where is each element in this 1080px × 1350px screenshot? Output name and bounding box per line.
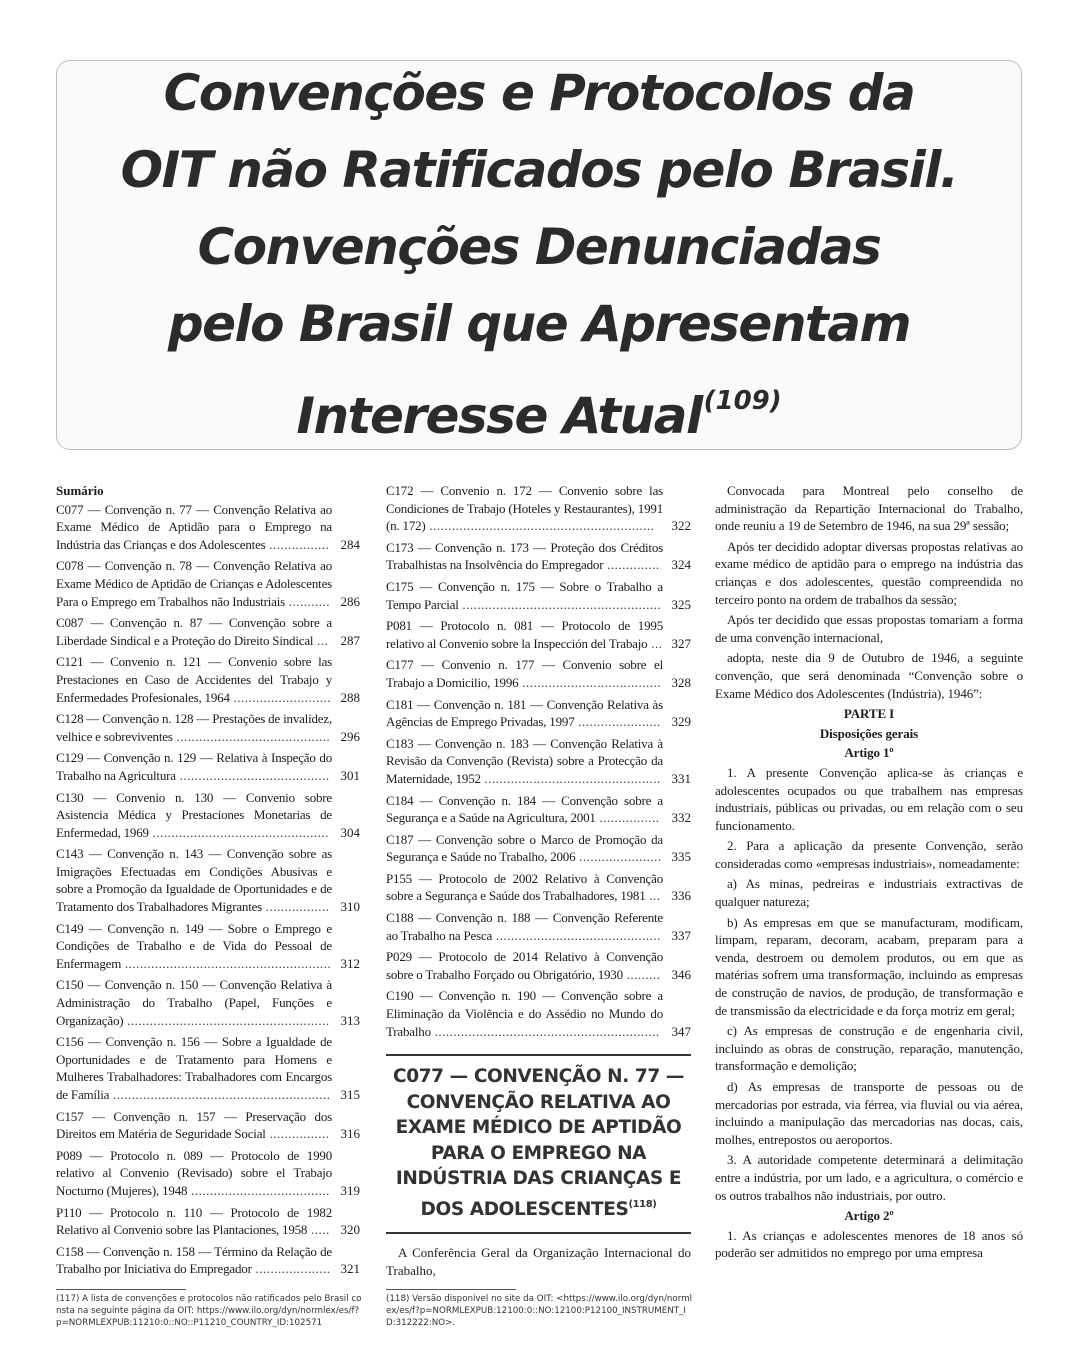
summary-entry-title: C183 — Convenção n. 183 — Convenção Relativa à Revisão da Convenção (Revista) sobre a Protecção da Maternidade, 1952 [386, 735, 663, 786]
summary-entry-title: C078 — Convenção n. 78 — Convenção Relativa ao Exame Médico de Aptidão de Crianças e Adolescentes Para o Emprego em Trabalhos não Industriais [56, 558, 332, 609]
article-heading: Artigo 2º [844, 1208, 894, 1224]
leader-dots: ..... [307, 1222, 330, 1238]
summary-entry-page: 329 [665, 713, 691, 731]
title-footnote-ref[interactable]: (109) [703, 386, 782, 416]
summary-entry-title: C157 — Convenção n. 157 — Preservação dos Direitos em Matéria de Seguridade Social [56, 1108, 332, 1142]
summary-entry-page: 313 [334, 1012, 360, 1030]
leader-dots: ..................................... [187, 1182, 330, 1198]
leader-dots: ..................................... [518, 674, 661, 690]
summary-entry-page: 321 [334, 1260, 360, 1278]
paragraph: b) As empresas em que se manufacturam, modificam, limpam, reparam, decoram, acabam, preparam para a venda, destroem ou demolem produtos, ou em que as matérias sofrem uma transformação, incluindo as empresas de construção de navios, de produção, de transformação e de transmissão da electricidade e da força motriz em geral; [715, 914, 1023, 1018]
convention-heading-line: CONVENÇÃO RELATIVA AO [406, 1091, 671, 1113]
summary-list-1 [56, 501, 360, 1278]
summary-entry-title: C190 — Convenção n. 190 — Convenção sobre a Eliminação da Violência e do Assédio no Mundo do Trabalho [386, 988, 663, 1039]
summary-entry[interactable] [56, 557, 360, 610]
paragraph: Após ter decidido adoptar diversas propostas relativas ao exame médico de aptidão para o emprego na indústria das crianças e dos adolescentes, questão compreendida no terceiro ponto na ordem de trabalhos da sessão; [715, 538, 1023, 607]
convention-heading-line: PARA O EMPREGO NA [430, 1142, 647, 1164]
summary-entry[interactable] [56, 1204, 360, 1239]
footnote-118: (118) Versão disponível no site da OIT: <https://www.ilo.org/dyn/normlex/es/f?p=NORMLEXPUB:12100:0::NO:12100:P12100_INSTRUMENT_ID:312222:NO>. [386, 1294, 693, 1328]
summary-entry[interactable] [56, 1147, 360, 1200]
summary-entry[interactable] [386, 909, 691, 944]
leader-dots: ................ [265, 536, 330, 552]
summary-entry-title: C121 — Convenio n. 121 — Convenio sobre las Prestaciones en Caso de Accidentes del Trabajo y Enfermedades Profesionales, 1964 [56, 654, 332, 705]
summary-entry-page: 284 [334, 536, 360, 554]
summary-entry-page: 337 [665, 927, 691, 945]
convention-heading-line: EXAME MÉDICO DE APTIDÃO [395, 1117, 682, 1139]
leader-dots: ............................................... [148, 824, 329, 840]
leader-dots: ... [647, 635, 663, 651]
summary-entry-page: 287 [334, 632, 360, 650]
summary-entry-page: 288 [334, 689, 360, 707]
convention-footnote-ref[interactable]: (118) [628, 1198, 657, 1210]
summary-entry-title: C177 — Convenio n. 177 — Convenio sobre el Trabajo a Domicilio, 1996 [386, 657, 663, 690]
leader-dots: ............................................... [480, 770, 661, 786]
footnote-rule [56, 1289, 186, 1290]
summary-entry-page: 319 [334, 1182, 360, 1200]
summary-entry-page: 312 [334, 955, 360, 973]
leader-dots: ................ [265, 1126, 330, 1142]
convention-intro: A Conferência Geral da Organização Internacional do Trabalho, [386, 1245, 691, 1278]
paragraph: c) As empresas de construção e de engenharia civil, incluindo as obras de construção, reparação, manutenção, transformação e demolição; [715, 1023, 1023, 1074]
summary-entry[interactable] [386, 987, 691, 1040]
summary-entry-title: C187 — Convenção sobre o Marco de Promoção da Segurança e Saúde no Trabalho, 2006 [386, 831, 663, 865]
summary-entry-title: C184 — Convenção n. 184 — Convenção sobre a Segurança e a Saúde na Agricultura, 2001 [386, 792, 663, 826]
leader-dots: ................ [595, 810, 660, 826]
leader-dots: ........... [284, 593, 330, 609]
leader-dots: .............. [603, 557, 660, 573]
summary-entry-page: 286 [334, 593, 360, 611]
convention-heading [386, 1054, 691, 1234]
summary-entry[interactable] [386, 831, 691, 866]
summary-entry-title: C129 — Convenção n. 129 — Relativa à Inspeção do Trabalho na Agricultura [56, 750, 332, 783]
summary-entry-page: 347 [665, 1023, 691, 1041]
convention-heading-line: DOS ADOLESCENTES [420, 1198, 629, 1220]
leader-dots: ......... [622, 966, 661, 982]
paragraph: 3. A autoridade competente determinará a delimitação entre a indústria, por um lado, e a agricultura, o comércio e os outros trabalhos não industriais, por outro. [715, 1152, 1023, 1203]
summary-entry-page: 325 [665, 596, 691, 614]
leader-dots: .......................................................... [109, 1087, 331, 1102]
summary-entry[interactable] [56, 845, 360, 915]
leader-dots: ... [313, 632, 329, 648]
summary-entry-title: C143 — Convenção n. 143 — Convenção sobre as Imigrações Efectuadas em Condições Abusivas e sobre a Promoção da Igualdade de Oportunidades e de Tratamento dos Trabalhadores Migrantes [56, 846, 332, 915]
leader-dots: ..................................................... [458, 596, 662, 612]
leader-dots: .................... [251, 1261, 331, 1277]
title-line-4: pelo Brasil que Apresentam [167, 295, 911, 353]
paragraph: adopta, neste dia 9 de Outubro de 1946, a seguinte convenção, que será denominada “Convenção sobre o Exame Médico dos Adolescentes (Indústria), 1946”: [715, 650, 1023, 701]
part-heading: PARTE I [843, 706, 895, 722]
title-line-1: Convenções e Protocolos da [163, 64, 915, 122]
paragraph: Após ter decidido que essas propostas tomariam a forma de uma convenção internacional, [715, 612, 1023, 645]
summary-entry-page: 336 [665, 887, 691, 905]
leader-dots: ....................................................... [121, 955, 332, 971]
summary-entry[interactable] [386, 578, 691, 613]
summary-entry-page: 296 [334, 728, 360, 746]
part-title: Disposições gerais [819, 725, 919, 741]
summary-entry[interactable] [56, 976, 360, 1029]
convention-heading-line: INDÚSTRIA DAS CRIANÇAS E [395, 1168, 682, 1190]
summary-entry-page: 327 [665, 635, 691, 653]
summary-entry[interactable] [56, 749, 360, 784]
summary-entry-title: C175 — Convenção n. 175 — Sobre o Trabalho a Tempo Parcial [386, 578, 663, 612]
summary-entry-page: 316 [334, 1125, 360, 1143]
summary-entry-title: C156 — Convenção n. 156 — Sobre a Igualdade de Oportunidades e de Tratamento para Homens e Mulheres Trabalhadores: Trabalhadores com Encargos de Família [56, 1034, 332, 1102]
summary-entry-page: 324 [665, 556, 691, 574]
summary-entry-title: C172 — Convenio n. 172 — Convenio sobre las Condiciones de Trabajo (Hoteles y Restaurantes), 1991 (n. 172) [386, 483, 663, 534]
summary-entry[interactable] [386, 656, 691, 691]
leader-dots: ......................................... [172, 728, 331, 744]
summary-entry[interactable] [56, 789, 360, 842]
summary-entry[interactable] [56, 1033, 360, 1103]
body-column [715, 482, 1023, 1265]
summary-entry[interactable] [56, 501, 360, 554]
title-line-2: OIT não Ratificados pelo Brasil. [120, 141, 958, 199]
summary-entry[interactable] [56, 653, 360, 706]
summary-entry[interactable] [386, 792, 691, 827]
summary-entry-page: 315 [334, 1086, 360, 1104]
summary-heading: Sumário [56, 483, 104, 498]
summary-entry-title: C087 — Convenção n. 87 — Convenção sobre a Liberdade Sindical e a Proteção do Direito Sindical [56, 615, 332, 648]
paragraph: 1. As crianças e adolescentes menores de 18 anos só poderão ser admitidos no emprego por uma empresa [715, 1227, 1023, 1261]
paragraph: 2. Para a aplicação da presente Convenção, serão consideradas como «empresas industriais», nomeadamente: [715, 838, 1023, 871]
leader-dots: ...................... [574, 714, 661, 730]
leader-dots: ............................................ [492, 927, 661, 943]
summary-entry-title: C173 — Convenção n. 173 — Proteção dos Créditos Trabalhistas na Insolvência do Empregador [386, 539, 663, 573]
summary-entry-page: 328 [665, 674, 691, 692]
summary-entry-page: 332 [665, 809, 691, 827]
summary-entry[interactable] [56, 1243, 360, 1278]
leader-dots: ...................................................... [123, 1012, 330, 1028]
summary-entry-title: C181 — Convenção n. 181 — Convenção Relativa às Agências de Emprego Privadas, 1997 [386, 696, 663, 730]
summary-entry-page: 346 [665, 966, 691, 984]
leader-dots: ........................................ [175, 767, 330, 783]
summary-entry-title: P110 — Protocolo n. 110 — Protocolo de 1982 Relativo al Convenio sobre las Plantaciones, 1958 [56, 1204, 332, 1238]
summary-entry-page: 322 [665, 517, 691, 535]
summary-entry-page: 301 [334, 767, 360, 785]
summary-entry-title: P029 — Protocolo de 2014 Relativo à Convenção sobre o Trabalho Forçado ou Obrigatório, 1930 [386, 949, 663, 982]
footnote-rule [386, 1289, 516, 1290]
summary-entry-title: C150 — Convenção n. 150 — Convenção Relativa à Administração do Trabalho (Papel, Funções e Organização) [56, 977, 332, 1028]
summary-entry[interactable] [386, 539, 691, 574]
summary-entry[interactable] [386, 735, 691, 788]
title-box [56, 60, 1022, 450]
paragraph: Convocada para Montreal pelo conselho de administração da Repartição Internacional do Trabalho, onde reuniu a 19 de Setembro de 1946, na sua 29ª sessão; [715, 483, 1023, 534]
summary-entry-title: C077 — Convenção n. 77 — Convenção Relativa ao Exame Médico de Aptidão para o Emprego na Indústria das Crianças e dos Adolescentes [56, 501, 332, 552]
leader-dots: .......................... [229, 689, 331, 705]
paragraph: a) As minas, pedreiras e industriais extractivas de qualquer natureza; [715, 876, 1023, 910]
summary-entry-title: C128 — Convenção n. 128 — Prestações de invalidez, velhice e sobreviventes [56, 711, 332, 744]
summary-entry[interactable] [56, 920, 360, 973]
summary-entry-title: C188 — Convenção n. 188 — Convenção Referente ao Trabalho na Pesca [386, 910, 663, 943]
summary-entry-title: C158 — Convenção n. 158 — Término da Relação de Trabalho por Iniciativa do Empregador [56, 1243, 332, 1277]
summary-entry[interactable] [386, 870, 691, 905]
article-heading: Artigo 1º [844, 745, 894, 761]
summary-entry[interactable] [386, 948, 691, 983]
leader-dots: ............................................................ [430, 1023, 660, 1039]
summary-entry-title: P155 — Protocolo de 2002 Relativo à Convenção sobre a Segurança e Saúde dos Trabalhadores, 1981 [386, 870, 663, 904]
summary-entry[interactable] [56, 1108, 360, 1143]
summary-entry[interactable] [386, 696, 691, 731]
summary-column-2 [386, 482, 691, 1279]
convention-heading-line-last [386, 1192, 691, 1223]
summary-entry-page: 310 [334, 898, 360, 916]
title-line-5-text: Interesse Atual [296, 387, 702, 445]
summary-entry[interactable] [386, 617, 691, 652]
footnote-117: (117) A lista de convenções e protocolos não ratificados pelo Brasil consta na seguinte página da OIT: https://www.ilo.org/dyn/normlex/es/f?p=NORMLEXPUB:11210:0::NO::P11210_COUNTRY_ID:102571 [56, 1294, 362, 1328]
summary-entry[interactable] [56, 710, 360, 745]
summary-entry[interactable] [386, 482, 691, 535]
leader-dots: ............................................................ [425, 518, 655, 534]
paragraph: d) As empresas de transporte de pessoas ou de mercadorias por estrada, via férrea, via fluvial ou via aérea, incluindo a manipulação das mercadorias nas docas, cais, molhes, entrepostos ou aeroportos. [715, 1079, 1023, 1147]
summary-entry-title: C149 — Convenção n. 149 — Sobre o Emprego e Condições de Trabalho e de Vida do Pessoal de Enfermagem [56, 920, 332, 971]
summary-entry-page: 335 [665, 848, 691, 866]
title-line-5 [296, 363, 781, 455]
leader-dots: ................. [262, 899, 330, 915]
convention-heading-line: C077 — CONVENÇÃO N. 77 — [393, 1066, 684, 1088]
summary-entry-page: 331 [665, 770, 691, 788]
leader-dots: ... [645, 888, 661, 904]
summary-entry-page: 304 [334, 824, 360, 842]
summary-entry[interactable] [56, 614, 360, 649]
leader-dots: ...................... [575, 849, 662, 865]
title-line-3: Convenções Denunciadas [197, 218, 881, 276]
summary-entry-title: C130 — Convenio n. 130 — Convenio sobre Asistencia Médica y Prestaciones Monetarias de Enfermedad, 1969 [56, 789, 332, 840]
summary-entry-title: P089 — Protocolo n. 089 — Protocolo de 1990 relativo al Convenio (Revisado) sobre el Trabajo Nocturno (Mujeres), 1948 [56, 1147, 332, 1198]
summary-entry-title: P081 — Protocolo n. 081 — Protocolo de 1995 relativo al Convenio sobre la Inspección del Trabajo [386, 618, 663, 651]
summary-entry-page: 320 [334, 1221, 360, 1239]
paragraph: 1. A presente Convenção aplica-se às crianças e adolescentes ocupados ou que trabalhem nas empresas industriais, públicas ou privadas, ou em relação com o seu funcionamento. [715, 764, 1023, 833]
summary-list-2 [386, 482, 691, 1040]
summary-column-1 [56, 482, 360, 1282]
